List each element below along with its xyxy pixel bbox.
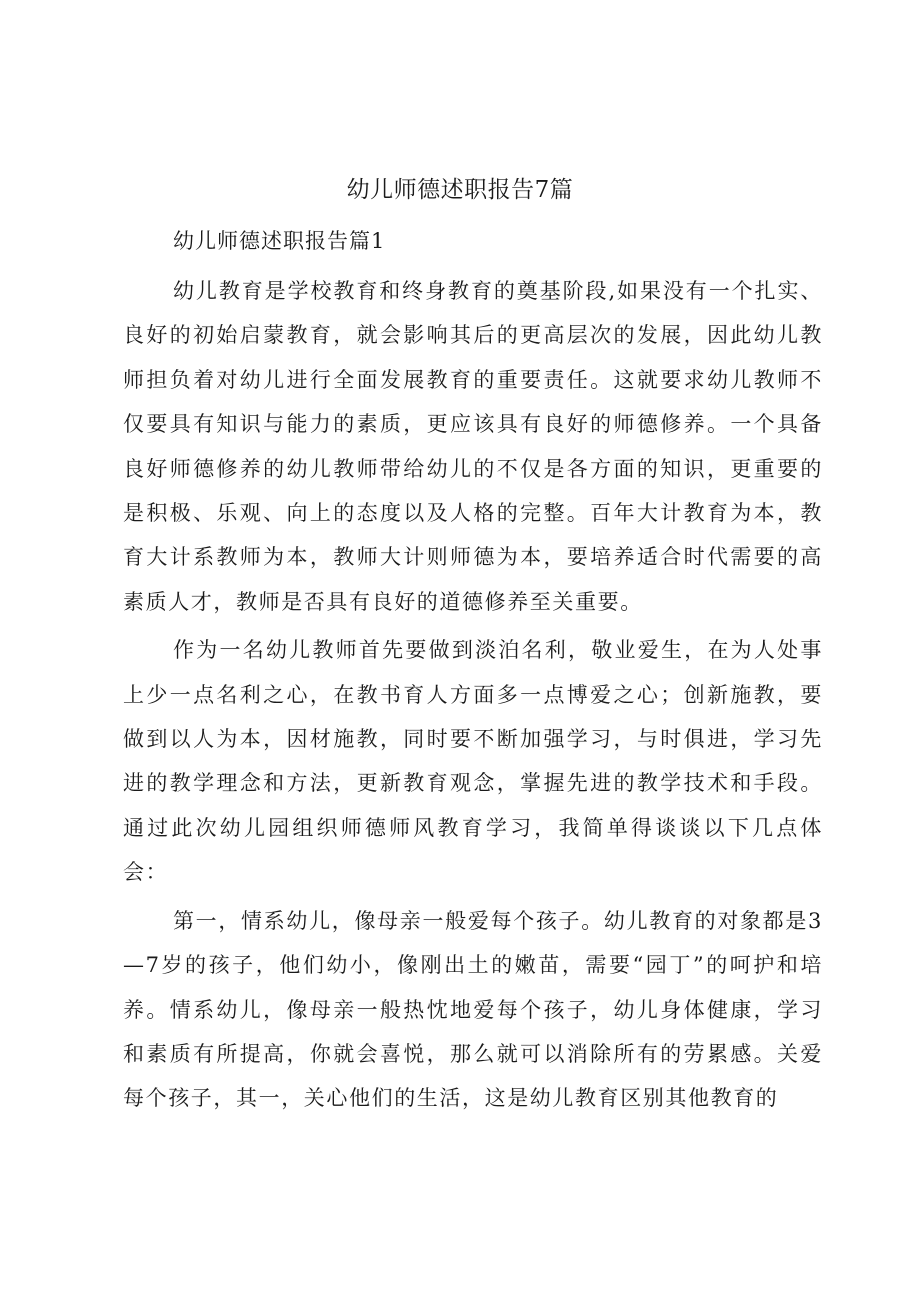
document-title: 幼儿师德述职报告7篇	[346, 177, 574, 203]
paragraph-2: 作为一名幼儿教师首先要做到淡泊名利，敬业爱生，在为人处事上少一点名利之心，在教书育人方面多一点博爱之心；创新施教，要做到以人为本，因材施教，同时要不断加强学习，与时俱进，学习先进的教学理念和方法，更新教育观念，掌握先进的教学技术和手段。通过此次幼儿园组织师德师风教育学习，我简单得谈谈以下几点体会：	[123, 638, 823, 885]
paragraph-3: 第一，情系幼儿，像母亲一般爱每个孩子。幼儿教育的对象都是3—7岁的孩子，他们幼小，像刚出土的嫩苗，需要“园丁”的呵护和培养。情系幼儿，像母亲一般热忱地爱每个孩子，幼儿身体健康，学习和素质有所提高，你就会喜悦，那么就可以消除所有的劳累感。关爱每个孩子，其一，关心他们的生活，这是幼儿教育区别其他教育的	[123, 908, 823, 1111]
paragraph-1: 幼儿教育是学校教育和终身教育的奠基阶段,如果没有一个扎实、良好的初始启蒙教育，就会影响其后的更高层次的发展，因此幼儿教师担负着对幼儿进行全面发展教育的重要责任。这就要求幼儿教师不仅要具有知识与能力的素质，更应该具有良好的师德修养。一个具备良好师德修养的幼儿教师带给幼儿的不仅是各方面的知识，更重要的是积极、乐观、向上的态度以及人格的完整。百年大计教育为本，教育大计系教师为本，教师大计则师德为本，要培养适合时代需要的高素质人才，教师是否具有良好的道德修养至关重要。	[123, 279, 823, 614]
section-heading: 幼儿师德述职报告篇1	[173, 229, 386, 253]
document-body	[123, 269, 823, 1125]
